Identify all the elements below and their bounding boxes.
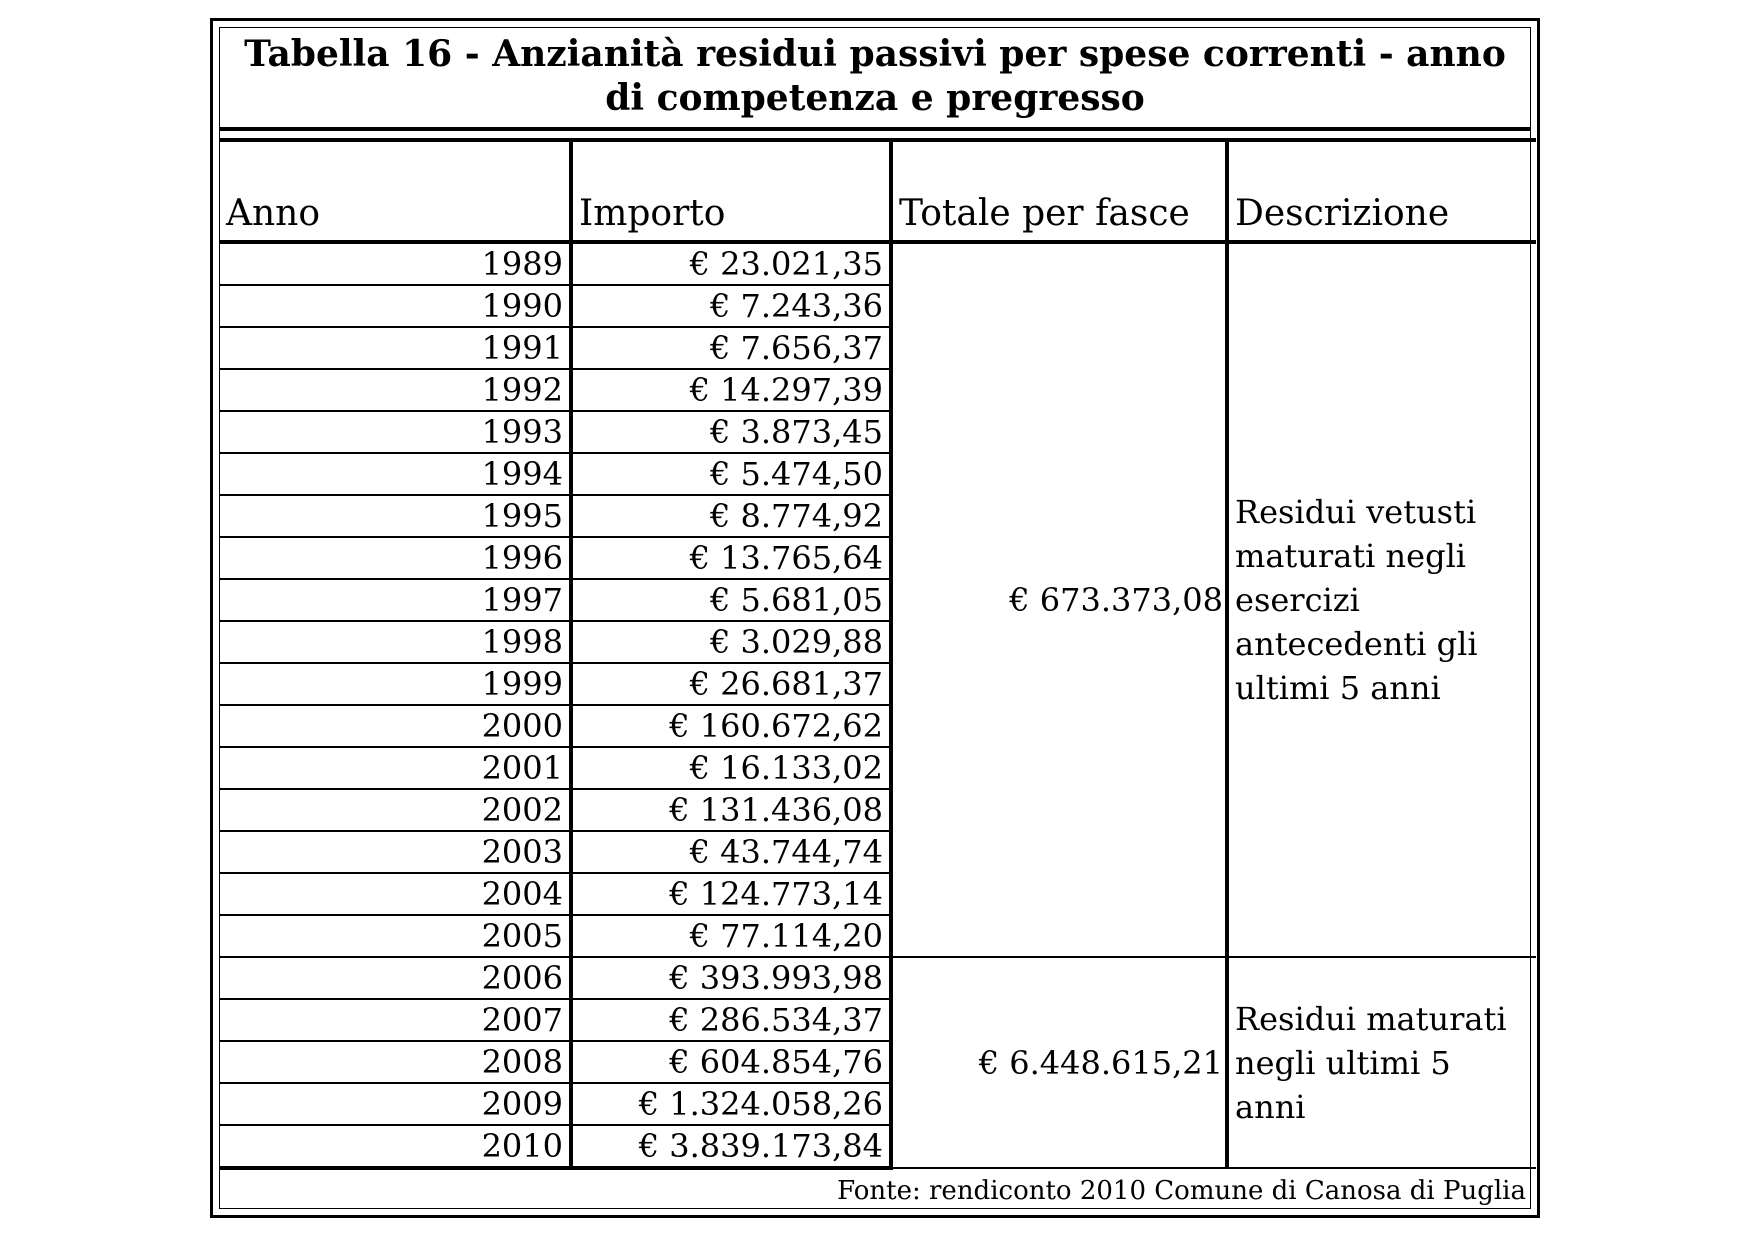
header-importo: Importo [571, 140, 891, 242]
title-line-1: Tabella 16 - Anzianità residui passivi per spese correnti - anno [244, 33, 1506, 75]
table-row [220, 957, 1536, 999]
cell-importo: € 14.297,39 [571, 369, 891, 411]
cell-anno: 2004 [220, 873, 571, 915]
cell-importo: € 77.114,20 [571, 915, 891, 957]
cell-descrizione: Residui vetusti maturati negli esercizi antecedenti gli ultimi 5 anni [1227, 242, 1536, 957]
cell-importo: € 13.765,64 [571, 537, 891, 579]
cell-anno: 2001 [220, 747, 571, 789]
cell-importo: € 16.133,02 [571, 747, 891, 789]
cell-anno: 1990 [220, 285, 571, 327]
cell-importo: € 5.681,05 [571, 579, 891, 621]
cell-importo: € 604.854,76 [571, 1041, 891, 1083]
cell-importo: € 124.773,14 [571, 873, 891, 915]
cell-importo: € 1.324.058,26 [571, 1083, 891, 1125]
table-row [220, 242, 1536, 285]
header-row [220, 140, 1536, 242]
table-title [220, 28, 1530, 131]
table-frame [210, 18, 1540, 1218]
cell-anno: 2005 [220, 915, 571, 957]
cell-anno: 1997 [220, 579, 571, 621]
cell-importo: € 7.243,36 [571, 285, 891, 327]
cell-importo: € 8.774,92 [571, 495, 891, 537]
cell-anno: 2006 [220, 957, 571, 999]
cell-importo: € 3.873,45 [571, 411, 891, 453]
header-descrizione: Descrizione [1227, 140, 1536, 242]
cell-importo: € 7.656,37 [571, 327, 891, 369]
cell-totale-fascia: € 6.448.615,21 [891, 957, 1227, 1168]
header-anno: Anno [220, 140, 571, 242]
header-totale: Totale per fasce [891, 140, 1227, 242]
cell-descrizione: Residui maturati negli ultimi 5 anni [1227, 957, 1536, 1168]
cell-importo: € 286.534,37 [571, 999, 891, 1041]
cell-anno: 1991 [220, 327, 571, 369]
cell-anno: 1992 [220, 369, 571, 411]
title-line-2: di competenza e pregresso [605, 77, 1145, 119]
source-note: Fonte: rendiconto 2010 Comune di Canosa di Puglia [837, 1176, 1526, 1206]
cell-anno: 1993 [220, 411, 571, 453]
cell-anno: 2008 [220, 1041, 571, 1083]
cell-anno: 2000 [220, 705, 571, 747]
cell-anno: 2003 [220, 831, 571, 873]
cell-importo: € 393.993,98 [571, 957, 891, 999]
cell-anno: 1996 [220, 537, 571, 579]
cell-anno: 1994 [220, 453, 571, 495]
cell-anno: 1998 [220, 621, 571, 663]
cell-anno: 2009 [220, 1083, 571, 1125]
cell-importo: € 43.744,74 [571, 831, 891, 873]
cell-importo: € 160.672,62 [571, 705, 891, 747]
cell-importo: € 23.021,35 [571, 242, 891, 285]
cell-importo: € 131.436,08 [571, 789, 891, 831]
cell-anno: 2010 [220, 1125, 571, 1168]
cell-anno: 1989 [220, 242, 571, 285]
table-body [220, 242, 1536, 1168]
cell-anno: 1999 [220, 663, 571, 705]
cell-anno: 2002 [220, 789, 571, 831]
cell-anno: 2007 [220, 999, 571, 1041]
cell-totale-fascia: € 673.373,08 [891, 242, 1227, 957]
cell-importo: € 5.474,50 [571, 453, 891, 495]
cell-importo: € 3.839.173,84 [571, 1125, 891, 1168]
cell-importo: € 26.681,37 [571, 663, 891, 705]
residui-table [220, 138, 1536, 1170]
cell-anno: 1995 [220, 495, 571, 537]
cell-importo: € 3.029,88 [571, 621, 891, 663]
table-inner [219, 27, 1531, 1209]
